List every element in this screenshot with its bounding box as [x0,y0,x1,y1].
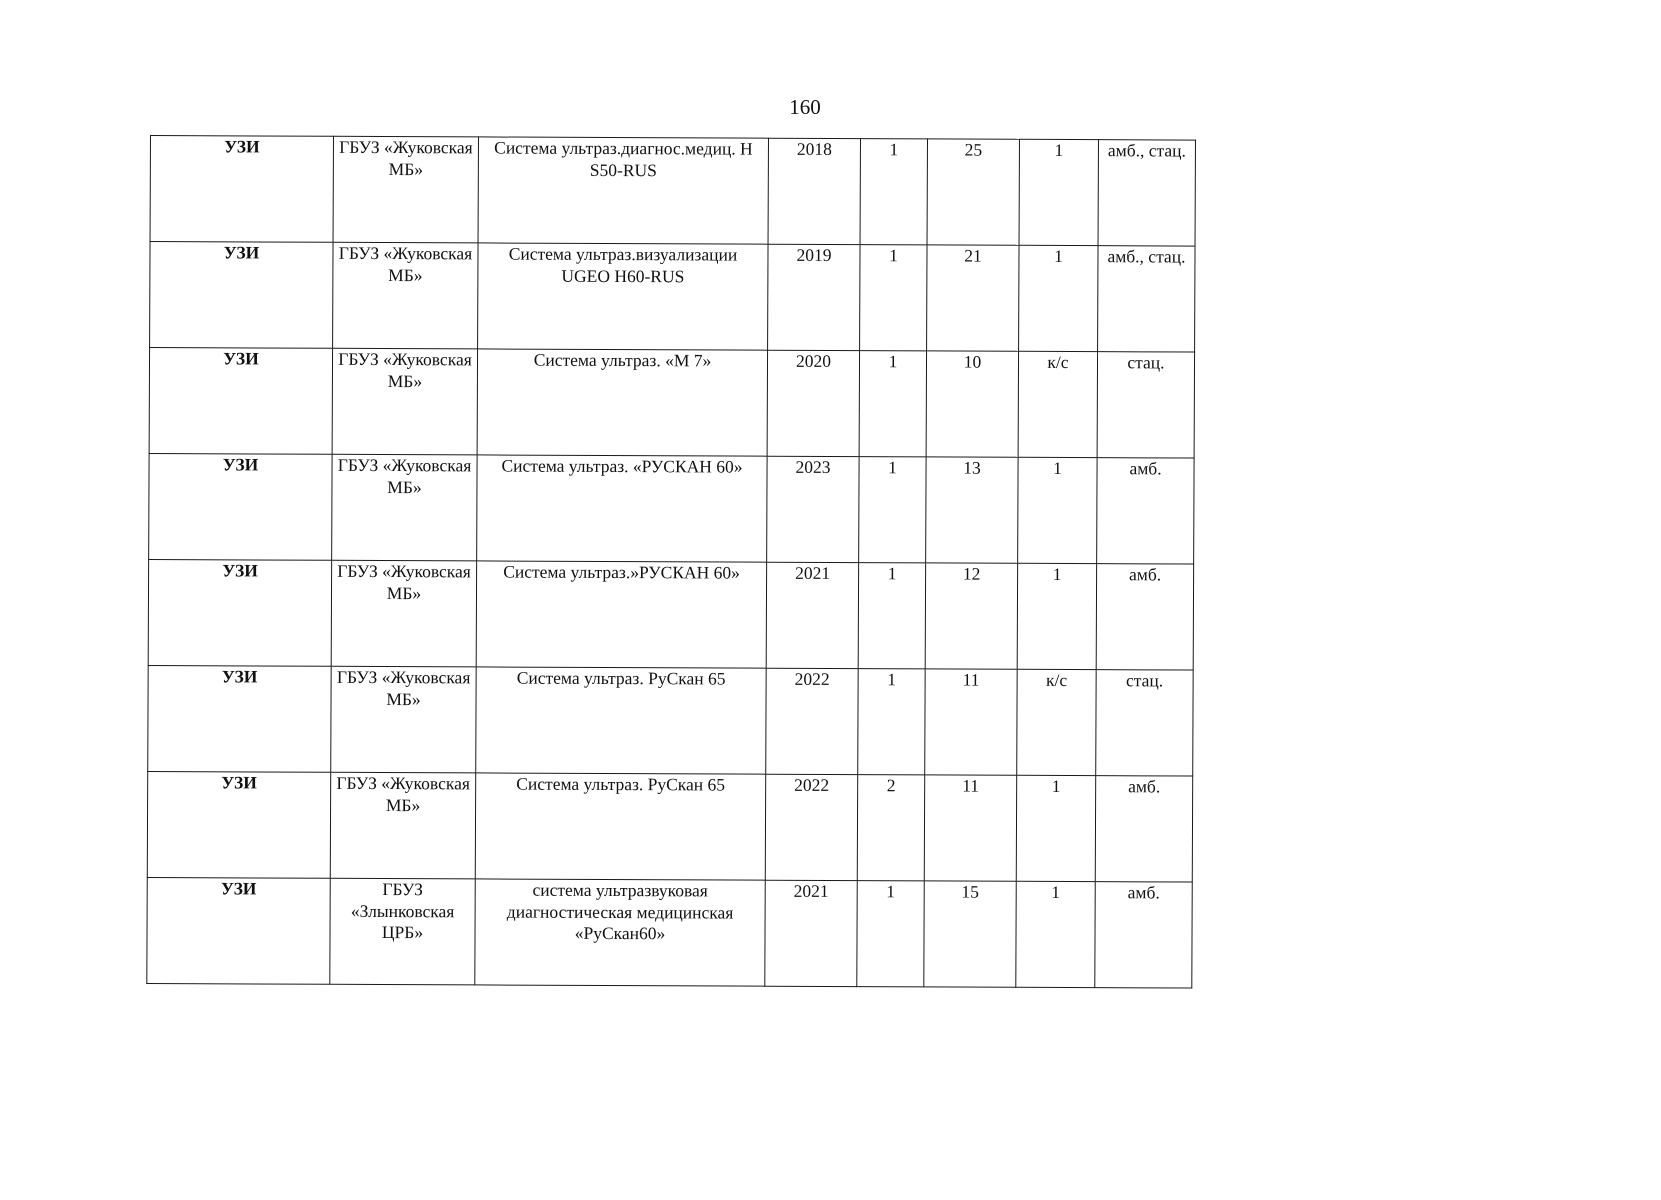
cell-value-2: к/с [1018,351,1097,457]
cell-quantity: 1 [857,881,924,987]
cell-exam-type: УЗИ [147,771,330,878]
table-row [149,453,1194,564]
cell-equipment: Система ультраз. «М 7» [477,349,767,456]
cell-mode: амб. [1095,882,1192,988]
cell-equipment: Система ультраз. РуСкан 65 [475,773,765,880]
cell-value-1: 21 [927,245,1019,351]
table-row [149,348,1194,459]
cell-value-1: 12 [925,563,1017,669]
cell-mode: стац. [1097,352,1194,458]
cell-year: 2022 [766,668,858,774]
cell-equipment: Система ультраз. «РУСКАН 60» [477,455,767,562]
cell-mode: амб., стац. [1098,140,1195,246]
cell-exam-type: УЗИ [149,453,332,560]
cell-quantity: 1 [859,351,926,457]
cell-value-1: 10 [926,351,1018,457]
cell-equipment: Система ультраз. РуСкан 65 [476,667,766,774]
cell-value-1: 11 [925,669,1017,775]
cell-exam-type: УЗИ [149,348,332,455]
cell-equipment: Система ультраз.визуализации UGEO H60-RUS [478,243,768,350]
cell-organization: ГБУЗ «Злынковская ЦРБ» [330,878,475,985]
cell-organization: ГБУЗ «Жуковская МБ» [331,560,476,667]
cell-equipment: Система ультраз.диагнос.медиц. H S50-RUS [478,137,768,244]
table-row [147,771,1192,882]
cell-value-1: 15 [924,881,1016,987]
cell-organization: ГБУЗ «Жуковская МБ» [332,454,477,561]
cell-organization: ГБУЗ «Жуковская МБ» [330,772,475,879]
cell-organization: ГБУЗ «Жуковская МБ» [333,242,478,349]
cell-quantity: 1 [858,563,925,669]
table-row [148,559,1193,670]
cell-mode: амб. [1096,564,1193,670]
cell-value-2: к/с [1017,669,1096,775]
table-row [147,877,1192,988]
cell-equipment: система ультразвуковая диагностическая медицинская «РуСкан60» [475,879,765,986]
table-row [148,665,1193,776]
cell-quantity: 1 [859,457,926,563]
page-number: 160 [789,95,821,119]
equipment-table [146,135,1196,989]
cell-value-2: 1 [1016,775,1095,881]
cell-quantity: 1 [860,245,927,351]
cell-mode: стац. [1096,670,1193,776]
cell-year: 2023 [767,456,859,562]
cell-value-1: 11 [924,775,1016,881]
cell-year: 2020 [767,350,859,456]
cell-year: 2021 [765,880,857,986]
table-row [150,242,1195,353]
cell-value-1: 13 [926,457,1018,563]
table-row [150,136,1195,247]
cell-value-2: 1 [1019,139,1098,245]
cell-mode: амб. [1095,776,1192,882]
cell-year: 2018 [768,138,860,244]
cell-year: 2021 [766,562,858,668]
cell-mode: амб., стац. [1098,246,1195,352]
cell-organization: ГБУЗ «Жуковская МБ» [333,136,478,243]
cell-value-2: 1 [1017,563,1096,669]
cell-quantity: 1 [858,669,925,775]
cell-mode: амб. [1097,458,1194,564]
cell-organization: ГБУЗ «Жуковская МБ» [332,348,477,455]
cell-organization: ГБУЗ «Жуковская МБ» [331,666,476,773]
cell-quantity: 1 [860,139,927,245]
cell-exam-type: УЗИ [150,242,333,349]
cell-value-2: 1 [1019,245,1098,351]
cell-year: 2019 [768,244,860,350]
cell-value-2: 1 [1016,881,1095,987]
cell-exam-type: УЗИ [148,559,331,666]
cell-equipment: Система ультраз.»РУСКАН 60» [476,561,766,668]
cell-exam-type: УЗИ [148,665,331,772]
cell-value-1: 25 [927,139,1019,245]
cell-year: 2022 [765,774,857,880]
cell-exam-type: УЗИ [147,877,330,984]
cell-exam-type: УЗИ [150,136,333,243]
cell-quantity: 2 [857,775,924,881]
cell-value-2: 1 [1018,457,1097,563]
